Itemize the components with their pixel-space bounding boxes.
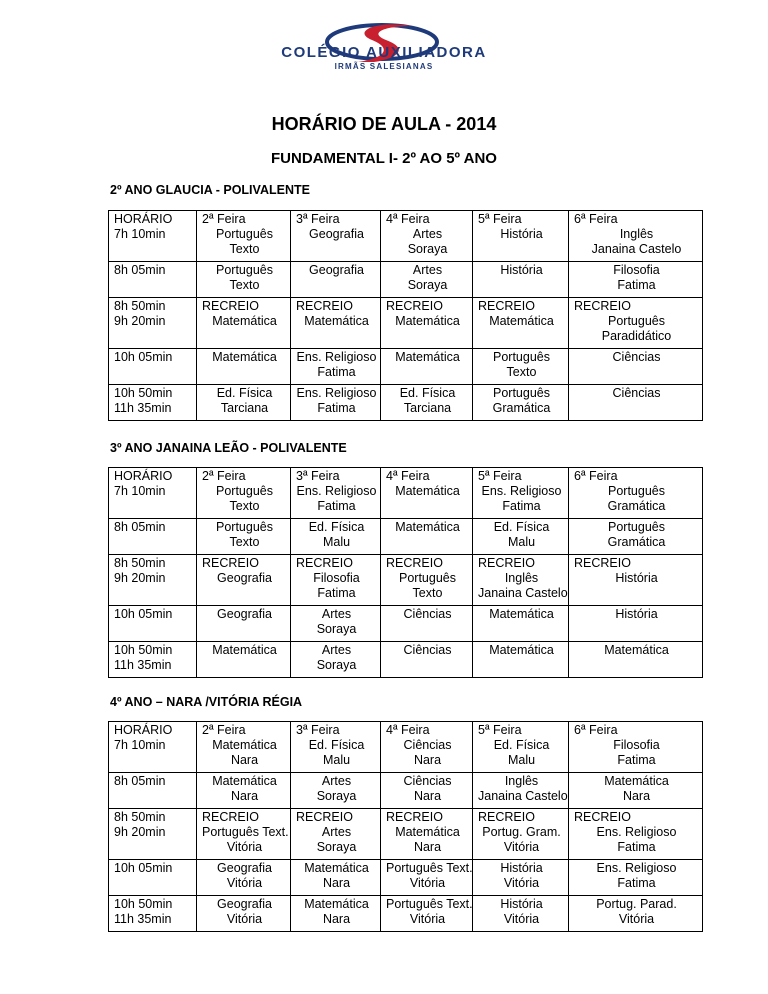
class-cell <box>197 519 291 555</box>
cell-text-line: História <box>500 861 543 875</box>
cell-text-line: Artes <box>412 263 443 277</box>
section-heading-2ano: 2º ANO GLAUCIA - POLIVALENTE <box>110 183 310 197</box>
section-heading-4ano: 4º ANO – NARA /VITÓRIA RÉGIA <box>110 695 303 709</box>
cell-text-line: Texto <box>506 365 537 379</box>
cell-text-line: Vitória <box>503 876 540 890</box>
cell-text-line: 9h 20min <box>114 314 166 328</box>
cell-text-line: Ens. Religioso <box>596 825 677 839</box>
schedule-row <box>109 896 703 932</box>
time-cell <box>109 349 197 385</box>
cell-text-line: Ciências <box>612 350 661 364</box>
class-cell <box>291 896 381 932</box>
logo-school-subtitle: IRMÃS SALESIANAS <box>334 62 434 71</box>
cell-text-line: Tarciana <box>403 401 452 415</box>
cell-text-line: RECREIO <box>574 810 631 824</box>
cell-text-line: Geografia <box>217 861 272 875</box>
time-cell <box>109 896 197 932</box>
cell-text-line: Janaina Castelo <box>591 242 682 256</box>
cell-text-line: RECREIO <box>478 556 535 570</box>
cell-text-line: Malu <box>322 535 351 549</box>
cell-text-line: Fatima <box>317 365 356 379</box>
schedule-row <box>109 519 703 555</box>
cell-text-line: Português <box>399 571 456 585</box>
cell-text-line: 7h 10min <box>114 227 166 241</box>
cell-text-line: Artes <box>412 227 443 241</box>
cell-text-line: HORÁRIO <box>114 723 173 737</box>
class-cell <box>197 860 291 896</box>
cell-text-line: RECREIO <box>478 299 535 313</box>
cell-text-line: Texto <box>229 499 260 513</box>
cell-text-line: 10h 50min <box>114 897 173 911</box>
class-cell <box>291 809 381 860</box>
cell-text-line: 10h 50min <box>114 386 173 400</box>
cell-text-line: 6ª Feira <box>574 212 618 226</box>
cell-text-line: RECREIO <box>386 810 443 824</box>
time-cell <box>109 860 197 896</box>
class-cell <box>381 606 473 642</box>
cell-text-line: Vitória <box>226 840 263 854</box>
cell-text-line: História <box>615 571 658 585</box>
time-cell <box>109 211 197 262</box>
cell-text-line: Ed. Física <box>216 386 273 400</box>
cell-text-line: RECREIO <box>574 556 631 570</box>
cell-text-line: Matemática <box>395 520 460 534</box>
cell-text-line: Vitória <box>503 840 540 854</box>
cell-text-line: Português <box>216 520 273 534</box>
cell-text-line: Matemática <box>212 643 277 657</box>
cell-text-line: Gramática <box>492 401 551 415</box>
class-cell <box>473 809 569 860</box>
class-cell <box>473 349 569 385</box>
logo-school-name: COLÉGIO AUXILIADORA <box>281 44 487 61</box>
cell-text-line: RECREIO <box>478 810 535 824</box>
class-cell <box>291 606 381 642</box>
cell-text-line: Matemática <box>489 643 554 657</box>
cell-text-line: Ens. Religioso <box>296 484 377 498</box>
class-cell <box>197 555 291 606</box>
cell-text-line: Ciências <box>612 386 661 400</box>
class-cell <box>197 773 291 809</box>
cell-text-line: Paradidático <box>601 329 672 343</box>
cell-text-line: Filosofia <box>313 571 360 585</box>
schedule-row <box>109 722 703 773</box>
cell-text-line: 10h 05min <box>114 607 173 621</box>
cell-text-line: 8h 05min <box>114 263 166 277</box>
time-cell <box>109 468 197 519</box>
schedule-row <box>109 349 703 385</box>
cell-text-line: Matemática <box>212 350 277 364</box>
cell-text-line: Fatima <box>617 753 656 767</box>
cell-text-line: 10h 05min <box>114 861 173 875</box>
class-cell <box>197 262 291 298</box>
cell-text-line: 5ª Feira <box>478 723 522 737</box>
cell-text-line: Português <box>608 520 665 534</box>
class-cell <box>291 349 381 385</box>
cell-text-line: Fatima <box>317 586 356 600</box>
class-cell <box>569 385 703 421</box>
class-cell <box>569 642 703 678</box>
cell-text-line: Português <box>216 263 273 277</box>
cell-text-line: Nara <box>413 753 442 767</box>
page-subtitle: FUNDAMENTAL I- 2º AO 5º ANO <box>271 150 497 167</box>
class-cell <box>291 519 381 555</box>
schedule-row <box>109 211 703 262</box>
cell-text-line: Ed. Física <box>308 738 365 752</box>
cell-text-line: Nara <box>622 789 651 803</box>
cell-text-line: Matemática <box>489 607 554 621</box>
cell-text-line: Artes <box>321 825 352 839</box>
class-cell <box>381 298 473 349</box>
class-cell <box>381 349 473 385</box>
class-cell <box>381 773 473 809</box>
cell-text-line: RECREIO <box>386 299 443 313</box>
cell-text-line: Geografia <box>309 263 364 277</box>
cell-text-line: Português <box>216 484 273 498</box>
class-cell <box>197 809 291 860</box>
class-cell <box>291 722 381 773</box>
cell-text-line: Malu <box>322 753 351 767</box>
class-cell <box>569 262 703 298</box>
class-cell <box>473 262 569 298</box>
cell-text-line: Nara <box>322 876 351 890</box>
cell-text-line: Fatima <box>317 499 356 513</box>
class-cell <box>473 896 569 932</box>
cell-text-line: Ens. Religioso <box>596 861 677 875</box>
cell-text-line: Matemática <box>604 774 669 788</box>
class-cell <box>197 349 291 385</box>
cell-text-line: 4ª Feira <box>386 723 430 737</box>
class-cell <box>381 519 473 555</box>
class-cell <box>381 722 473 773</box>
class-cell <box>473 642 569 678</box>
class-cell <box>569 722 703 773</box>
cell-text-line: 3ª Feira <box>296 723 340 737</box>
cell-text-line: 10h 05min <box>114 350 173 364</box>
cell-text-line: Fatima <box>617 278 656 292</box>
cell-text-line: Matemática <box>212 314 277 328</box>
time-cell <box>109 722 197 773</box>
cell-text-line: Fatima <box>617 876 656 890</box>
class-cell <box>473 298 569 349</box>
cell-text-line: Vitória <box>503 912 540 926</box>
time-cell <box>109 642 197 678</box>
cell-text-line: HORÁRIO <box>114 469 173 483</box>
class-cell <box>473 722 569 773</box>
cell-text-line: Ed. Física <box>399 386 456 400</box>
class-cell <box>381 860 473 896</box>
class-cell <box>381 555 473 606</box>
class-cell <box>569 555 703 606</box>
cell-text-line: RECREIO <box>386 556 443 570</box>
cell-text-line: Malu <box>507 753 536 767</box>
cell-text-line: Fatima <box>317 401 356 415</box>
cell-text-line: Inglês <box>619 227 654 241</box>
class-cell <box>291 385 381 421</box>
cell-text-line: 6ª Feira <box>574 723 618 737</box>
class-cell <box>569 773 703 809</box>
cell-text-line: Filosofia <box>613 263 660 277</box>
cell-text-line: História <box>615 607 658 621</box>
cell-text-line: História <box>500 263 543 277</box>
cell-text-line: 8h 50min <box>114 556 166 570</box>
class-cell <box>197 468 291 519</box>
cell-text-line: Ens. Religioso <box>296 350 377 364</box>
time-cell <box>109 385 197 421</box>
cell-text-line: RECREIO <box>296 299 353 313</box>
schedule-row <box>109 606 703 642</box>
cell-text-line: 9h 20min <box>114 571 166 585</box>
cell-text-line: Matemática <box>304 861 369 875</box>
schedule-row <box>109 468 703 519</box>
cell-text-line: 2ª Feira <box>202 212 246 226</box>
cell-text-line: 4ª Feira <box>386 469 430 483</box>
cell-text-line: 8h 50min <box>114 299 166 313</box>
class-cell <box>473 385 569 421</box>
cell-text-line: Matemática <box>212 774 277 788</box>
class-cell <box>197 606 291 642</box>
cell-text-line: Português <box>216 227 273 241</box>
class-cell <box>569 896 703 932</box>
cell-text-line: Portug. Gram. <box>482 825 561 839</box>
cell-text-line: Malu <box>507 535 536 549</box>
class-cell <box>569 519 703 555</box>
schedule-row <box>109 773 703 809</box>
cell-text-line: Artes <box>321 607 352 621</box>
cell-text-line: Janaina Castelo <box>478 586 568 600</box>
cell-text-line: Matemática <box>395 350 460 364</box>
cell-text-line: Texto <box>412 586 443 600</box>
cell-text-line: 3ª Feira <box>296 469 340 483</box>
cell-text-line: 11h 35min <box>114 401 172 415</box>
cell-text-line: Matemática <box>395 825 460 839</box>
cell-text-line: RECREIO <box>296 556 353 570</box>
cell-text-line: Artes <box>321 643 352 657</box>
cell-text-line: 5ª Feira <box>478 212 522 226</box>
schedule-table-3ano <box>108 467 703 678</box>
class-cell <box>291 555 381 606</box>
time-cell <box>109 809 197 860</box>
class-cell <box>381 468 473 519</box>
cell-text-line: Geografia <box>309 227 364 241</box>
schedule-row <box>109 555 703 606</box>
cell-text-line: Ciências <box>403 738 452 752</box>
cell-text-line: Português <box>493 350 550 364</box>
class-cell <box>291 642 381 678</box>
cell-text-line: RECREIO <box>202 556 259 570</box>
cell-text-line: 2ª Feira <box>202 469 246 483</box>
cell-text-line: RECREIO <box>202 299 259 313</box>
cell-text-line: Português Text. <box>202 825 289 839</box>
cell-text-line: 7h 10min <box>114 738 166 752</box>
class-cell <box>291 262 381 298</box>
cell-text-line: Geografia <box>217 571 272 585</box>
cell-text-line: Vitória <box>618 912 655 926</box>
class-cell <box>197 298 291 349</box>
class-cell <box>381 896 473 932</box>
cell-text-line: Matemática <box>212 738 277 752</box>
schedule-row <box>109 262 703 298</box>
class-cell <box>291 860 381 896</box>
cell-text-line: Soraya <box>407 278 448 292</box>
class-cell <box>197 896 291 932</box>
class-cell <box>569 860 703 896</box>
cell-text-line: Matemática <box>489 314 554 328</box>
cell-text-line: Português <box>608 484 665 498</box>
cell-text-line: Inglês <box>504 774 539 788</box>
schedule-row <box>109 860 703 896</box>
cell-text-line: 8h 05min <box>114 520 166 534</box>
cell-text-line: Português Text. <box>386 861 473 875</box>
class-cell <box>473 211 569 262</box>
schedule-row <box>109 385 703 421</box>
cell-text-line: Geografia <box>217 897 272 911</box>
cell-text-line: Artes <box>321 774 352 788</box>
cell-text-line: Português <box>608 314 665 328</box>
cell-text-line: Gramática <box>607 499 666 513</box>
cell-text-line: Ciências <box>403 643 452 657</box>
cell-text-line: Janaina Castelo <box>478 789 568 803</box>
cell-text-line: RECREIO <box>574 299 631 313</box>
class-cell <box>381 211 473 262</box>
class-cell <box>473 519 569 555</box>
cell-text-line: Gramática <box>607 535 666 549</box>
cell-text-line: Matemática <box>395 314 460 328</box>
cell-text-line: Tarciana <box>220 401 269 415</box>
class-cell <box>381 385 473 421</box>
cell-text-line: Nara <box>413 789 442 803</box>
class-cell <box>569 606 703 642</box>
cell-text-line: Fatima <box>617 840 656 854</box>
class-cell <box>381 262 473 298</box>
cell-text-line: Texto <box>229 278 260 292</box>
page-title: HORÁRIO DE AULA - 2014 <box>271 114 497 134</box>
class-cell <box>569 349 703 385</box>
cell-text-line: Português Text. <box>386 897 473 911</box>
class-cell <box>381 809 473 860</box>
time-cell <box>109 555 197 606</box>
cell-text-line: Vitória <box>409 912 446 926</box>
section-heading-3ano: 3º ANO JANAINA LEÃO - POLIVALENTE <box>110 441 347 455</box>
class-cell <box>473 860 569 896</box>
class-cell <box>197 722 291 773</box>
schedule-row <box>109 809 703 860</box>
cell-text-line: 8h 05min <box>114 774 166 788</box>
cell-text-line: Nara <box>230 789 259 803</box>
cell-text-line: 9h 20min <box>114 825 166 839</box>
cell-text-line: Vitória <box>226 876 263 890</box>
cell-text-line: Ciências <box>403 774 452 788</box>
cell-text-line: Soraya <box>316 658 357 672</box>
class-cell <box>569 298 703 349</box>
cell-text-line: Nara <box>413 840 442 854</box>
cell-text-line: Matemática <box>604 643 669 657</box>
cell-text-line: 11h 35min <box>114 658 172 672</box>
time-cell <box>109 262 197 298</box>
cell-text-line: 2ª Feira <box>202 723 246 737</box>
time-cell <box>109 773 197 809</box>
cell-text-line: Texto <box>229 242 260 256</box>
cell-text-line: 6ª Feira <box>574 469 618 483</box>
cell-text-line: História <box>500 897 543 911</box>
cell-text-line: Fatima <box>502 499 541 513</box>
cell-text-line: Soraya <box>316 789 357 803</box>
cell-text-line: Filosofia <box>613 738 660 752</box>
cell-text-line: História <box>500 227 543 241</box>
class-cell <box>291 773 381 809</box>
schedule-table-2ano <box>108 210 703 421</box>
cell-text-line: Portug. Parad. <box>596 897 677 911</box>
cell-text-line: 4ª Feira <box>386 212 430 226</box>
cell-text-line: Inglês <box>504 571 539 585</box>
cell-text-line: RECREIO <box>296 810 353 824</box>
class-cell <box>473 555 569 606</box>
cell-text-line: Nara <box>322 912 351 926</box>
class-cell <box>473 468 569 519</box>
cell-text-line: Soraya <box>316 622 357 636</box>
cell-text-line: Português <box>493 386 550 400</box>
cell-text-line: Texto <box>229 535 260 549</box>
class-cell <box>569 468 703 519</box>
cell-text-line: 8h 50min <box>114 810 166 824</box>
cell-text-line: Vitória <box>409 876 446 890</box>
schedule-table-4ano <box>108 721 703 932</box>
class-cell <box>291 298 381 349</box>
class-cell <box>569 809 703 860</box>
cell-text-line: HORÁRIO <box>114 212 173 226</box>
time-cell <box>109 519 197 555</box>
cell-text-line: Ed. Física <box>308 520 365 534</box>
schedule-row <box>109 298 703 349</box>
class-cell <box>197 642 291 678</box>
time-cell <box>109 606 197 642</box>
cell-text-line: Ed. Física <box>493 738 550 752</box>
cell-text-line: Ens. Religioso <box>481 484 562 498</box>
class-cell <box>569 211 703 262</box>
class-cell <box>473 606 569 642</box>
cell-text-line: Nara <box>230 753 259 767</box>
class-cell <box>197 211 291 262</box>
cell-text-line: Soraya <box>407 242 448 256</box>
cell-text-line: 7h 10min <box>114 484 166 498</box>
cell-text-line: Matemática <box>304 314 369 328</box>
cell-text-line: 10h 50min <box>114 643 173 657</box>
cell-text-line: 11h 35min <box>114 912 172 926</box>
cell-text-line: Ciências <box>403 607 452 621</box>
schedule-row <box>109 642 703 678</box>
class-cell <box>197 385 291 421</box>
cell-text-line: Matemática <box>395 484 460 498</box>
cell-text-line: Ed. Física <box>493 520 550 534</box>
cell-text-line: Soraya <box>316 840 357 854</box>
class-cell <box>381 642 473 678</box>
cell-text-line: 5ª Feira <box>478 469 522 483</box>
class-cell <box>291 468 381 519</box>
cell-text-line: 3ª Feira <box>296 212 340 226</box>
cell-text-line: Vitória <box>226 912 263 926</box>
cell-text-line: Matemática <box>304 897 369 911</box>
time-cell <box>109 298 197 349</box>
class-cell <box>473 773 569 809</box>
cell-text-line: Ens. Religioso <box>296 386 377 400</box>
class-cell <box>291 211 381 262</box>
cell-text-line: RECREIO <box>202 810 259 824</box>
cell-text-line: Geografia <box>217 607 272 621</box>
